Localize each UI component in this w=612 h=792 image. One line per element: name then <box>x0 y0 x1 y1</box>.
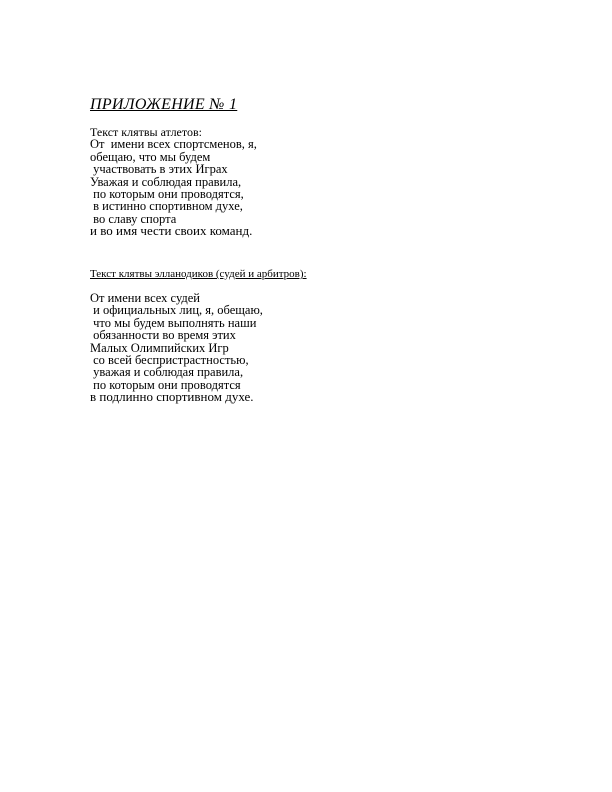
judges-oath-line: Малых Олимпийских Игр <box>90 340 229 355</box>
judges-oath-line: и официальных лиц, я, обещаю, <box>90 303 263 318</box>
athletes-oath-section <box>90 126 257 238</box>
judges-oath-line: по которым они проводятся <box>90 377 241 392</box>
judges-oath-line: уважая и соблюдая правила, <box>90 365 244 380</box>
judges-oath-section <box>90 268 307 404</box>
athletes-oath-caption: Текст клятвы атлетов: <box>90 125 202 139</box>
athletes-oath-line: Уважая и соблюдая правила, <box>90 174 242 189</box>
judges-oath-line: обязанности во время этих <box>90 328 236 343</box>
athletes-oath-line: обещаю, что мы будем <box>90 149 211 164</box>
judges-oath-line: что мы будем выполнять наши <box>90 315 257 330</box>
judges-oath-line: в подлинно спортивном духе. <box>90 389 254 405</box>
athletes-oath-line: и во имя чести своих команд. <box>90 223 253 239</box>
athletes-oath-line: в истинно спортивном духе, <box>90 199 243 214</box>
judges-oath-line: От имени всех судей <box>90 291 200 305</box>
appendix-heading: ПРИЛОЖЕНИЕ № 1 <box>90 96 238 113</box>
athletes-oath-line: во славу спорта <box>90 211 177 226</box>
judges-oath-caption: Текст клятвы элланодиков (судей и арбитров): <box>90 268 307 280</box>
athletes-oath-line: участвовать в этих Играх <box>90 162 228 177</box>
judges-oath-line: со всей беспристрастностью, <box>90 352 249 367</box>
athletes-oath-line: по которым они проводятся, <box>90 186 244 201</box>
athletes-oath-line: От имени всех спортсменов, я, <box>90 137 257 152</box>
